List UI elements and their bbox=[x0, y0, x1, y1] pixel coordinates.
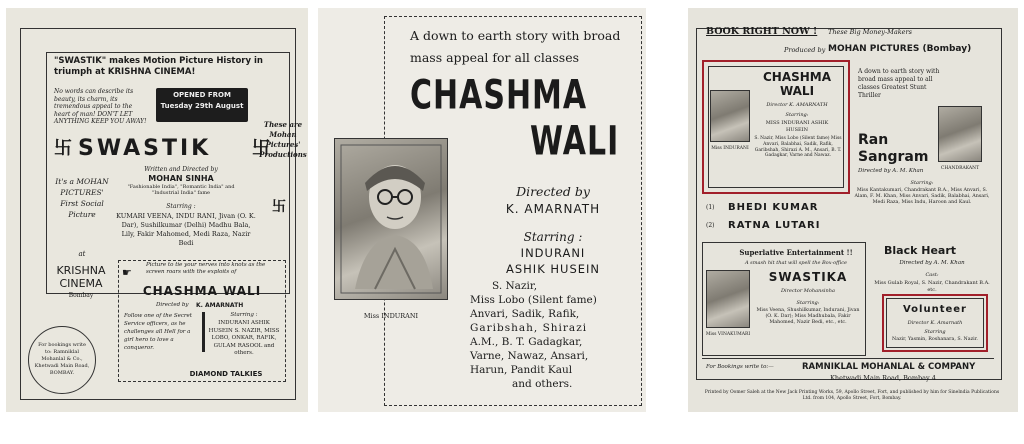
chandrakant-photo bbox=[938, 106, 982, 162]
bh-title: Black Heart bbox=[884, 244, 957, 257]
title-wali: WALI bbox=[530, 118, 620, 166]
produced-by: Produced by bbox=[784, 46, 826, 54]
stamp-text: For bookings write to: Ramniklal Mohanlal & Co., Khetwadi Main Road, BOMBAY. bbox=[34, 342, 90, 376]
cast-line-7: Harun, Pandit Kaul bbox=[470, 364, 573, 376]
cast-line-4: Garibshah, Shirazi bbox=[470, 322, 588, 334]
rs-director: Directed by A. M. Khan bbox=[858, 168, 924, 174]
director-fame: "Fashionable India", "Romantic India" and "Industrial India" fame bbox=[127, 184, 235, 196]
booking-stamp bbox=[28, 326, 96, 394]
lead-2: ASHIK HUSEIN bbox=[505, 262, 601, 276]
swastik-cast: KUMARI VEENA, INDU RANI, Jivan (O. K. Dar), Sushilkumar (Delhi) Madhu Bala, Lily, Fakir Mahomed, Medi Raza, Nazir Bedi bbox=[116, 212, 256, 247]
sw-director: Director Mohansinha bbox=[781, 288, 835, 294]
tagline-line-1: A down to earth story with broad bbox=[410, 28, 621, 43]
sup-ent: Superlative Entertainment !! bbox=[739, 248, 853, 257]
book-right-now-panel bbox=[688, 8, 1018, 412]
cw-title: CHASHMA WALI bbox=[142, 284, 262, 298]
cast-line-8: and others. bbox=[512, 378, 573, 390]
swastika-symbol-icon: 卐 bbox=[54, 138, 72, 159]
divider-bar bbox=[202, 312, 205, 352]
opened-banner bbox=[156, 88, 248, 122]
cw-photo-cap: Miss INDURANI bbox=[711, 146, 749, 151]
item1-num: (1) bbox=[706, 204, 715, 211]
starring-label: Starring : bbox=[523, 230, 583, 244]
vol-cast: Nazir, Yasmin, Roshanara, S. Nazir. bbox=[892, 337, 978, 342]
cw-story: Follow one of the Secret Service officers, as he challenges all Hell for a girl hero to love a conqueror. bbox=[124, 313, 193, 351]
cw-starring: Starring: bbox=[785, 112, 809, 118]
cast-line-5: A.M., B. T. Gadagkar, bbox=[470, 336, 583, 348]
printer-footer: Printed by Oomer Saleh at the New Jack Printing Works, 59, Apollo Street, Fort, and published by him for Sinelndia Publications Ltd. from 104, Apollo Street, Fort, Bombay. bbox=[704, 390, 1000, 401]
swastika-symbol-icon-right: 卐 bbox=[252, 138, 270, 159]
rs-blurb: A down to earth story with broad mass appeal to all classes Greatest Stunt Thriller bbox=[858, 68, 940, 99]
written-by: Written and Directed by bbox=[144, 166, 218, 173]
swastika-symbol-icon-small: 卐 bbox=[272, 199, 286, 215]
cw-title: CHASHMA WALI bbox=[762, 70, 832, 98]
side-right-text: These are Mohan Pictures' Productions bbox=[259, 120, 307, 159]
vol-title: Volunteer bbox=[902, 304, 967, 315]
sw-photo-cap: Miss VINAKUMARI bbox=[705, 332, 751, 337]
swastik-director: MOHAN SINHA bbox=[148, 174, 214, 183]
cinema-city: Bombay bbox=[68, 292, 94, 299]
portrait-illustration bbox=[335, 139, 447, 299]
cw-cast: S. Nazir, Miss Lobo (Silent fame) Miss Anvari, Balabhai, Sadik, Rafik, Garibshah, Shirazi A. M., Ansari, B. T. Gadagkar, Varne and Nawaz. bbox=[754, 136, 842, 159]
cast-line-6: Varne, Nawaz, Ansari, bbox=[470, 350, 589, 362]
chashma-wali-ad-panel bbox=[318, 8, 646, 412]
cw-director: K. AMARNATH bbox=[196, 302, 244, 309]
cw-directed: Directed by bbox=[156, 302, 189, 308]
photo-caption: Miss INDURANI bbox=[363, 312, 419, 320]
starring-label: Starring : bbox=[166, 203, 196, 210]
bh-cast: Miss Gulab Royal, S. Nazir, Chandrakant B.A. etc. bbox=[874, 280, 990, 293]
cw-cast: INDURANI ASHIK HUSEIN S. NAZIR, MISS LOBO, ONKAR, RAFIK, GULAM RASOOL and others. bbox=[208, 320, 280, 356]
at-label: at bbox=[78, 250, 86, 258]
opened-date: Tuesday 29th August bbox=[160, 102, 244, 110]
swastik-title: SWASTIK bbox=[78, 136, 212, 161]
cw-venue: DIAMOND TALKIES bbox=[189, 370, 263, 378]
item2: RATNA LUTARI bbox=[728, 220, 821, 231]
cinema-name: KRISHNA CINEMA bbox=[56, 264, 106, 290]
tagline-line-2: mass appeal for all classes bbox=[410, 50, 580, 65]
director-name: K. AMARNATH bbox=[505, 202, 601, 216]
vinakumari-photo bbox=[706, 270, 750, 328]
producer: MOHAN PICTURES (Bombay) bbox=[828, 44, 972, 54]
footer-divider bbox=[702, 358, 994, 359]
item2-num: (2) bbox=[706, 222, 715, 229]
cast-line-1: S. Nazir, bbox=[492, 280, 538, 292]
sw-title: SWASTIKA bbox=[768, 270, 848, 284]
bh-director: Directed by A. M. Khan bbox=[899, 260, 965, 266]
item1: BHEDI KUMAR bbox=[728, 202, 819, 213]
cast-line-2: Miss Lobo (Silent fame) bbox=[470, 294, 597, 306]
indurani-photo bbox=[334, 138, 448, 300]
vol-director: Director K. Amarnath bbox=[907, 320, 963, 326]
swastik-ad-panel bbox=[6, 8, 308, 412]
title-chashma: CHASHMA bbox=[410, 72, 588, 120]
book-now: BOOK RIGHT NOW ! bbox=[706, 26, 818, 37]
sw-starring: Starring: bbox=[796, 300, 820, 306]
cw-leads: MISS INDURANI ASHIK HUSEIN bbox=[765, 120, 829, 133]
rs-photo-cap: CHANDRAKANT bbox=[940, 166, 980, 171]
indurani-thumb bbox=[710, 90, 750, 142]
cast-line-3: Anvari, Sadik, Rafik, bbox=[470, 308, 580, 320]
cw-starring-label: Starring : bbox=[230, 312, 258, 318]
blurb: No words can describe its beauty, its charm, its tremendous appeal to the heart of man! DON'T LET ANYTHING KEEP YOU AWAY! bbox=[54, 88, 147, 125]
vol-starring: Starring bbox=[924, 329, 946, 335]
big-makers: These Big Money-Makers bbox=[828, 28, 912, 36]
address: Khetwadi Main Road, Bombay 4 bbox=[830, 374, 936, 382]
smash: A smash hit that will spell the Box-office bbox=[744, 260, 848, 266]
headline: "SWASTIK" makes Motion Picture History in triumph at KRISHNA CINEMA! bbox=[54, 56, 263, 77]
opened-label: OPENED FROM bbox=[173, 91, 231, 99]
sw-cast: Miss Veena, Shushilkumar, Indurani, Jivan (O. K. Dar); Miss Madhubala, Fakir Mahomed, Nazir Bedi, etc., etc. bbox=[756, 308, 860, 326]
bookings: For Bookings write to:— bbox=[706, 364, 774, 370]
rs-cast: Miss Kantakumari, Chandrakant B.A., Miss Anvari, S. Alam, F. M. Khan, Miss Anvari, Sadik, Balabhai, Ansari, Medi Raza, Miss Indu, Haroon and Kaul. bbox=[854, 188, 990, 206]
rs-title: Ran Sangram bbox=[858, 132, 929, 165]
lead-1: INDURANI bbox=[520, 246, 586, 260]
company: RAMNIKLAL MOHANLAL & COMPANY bbox=[802, 362, 976, 372]
cw-tagline: Picture to tie your nerves into knots as the screen roars with the exploits of bbox=[146, 262, 266, 275]
side-left-text: It's a MOHAN PICTURES' First Social Picture bbox=[55, 177, 109, 219]
bh-cast-label: Cast: bbox=[925, 272, 939, 278]
rs-starring: Starring: bbox=[910, 180, 934, 186]
directed-by: Directed by bbox=[516, 184, 590, 199]
cw-director: Director K. AMARNATH bbox=[766, 102, 828, 108]
pointing-hand-icon: ☛ bbox=[122, 266, 132, 279]
